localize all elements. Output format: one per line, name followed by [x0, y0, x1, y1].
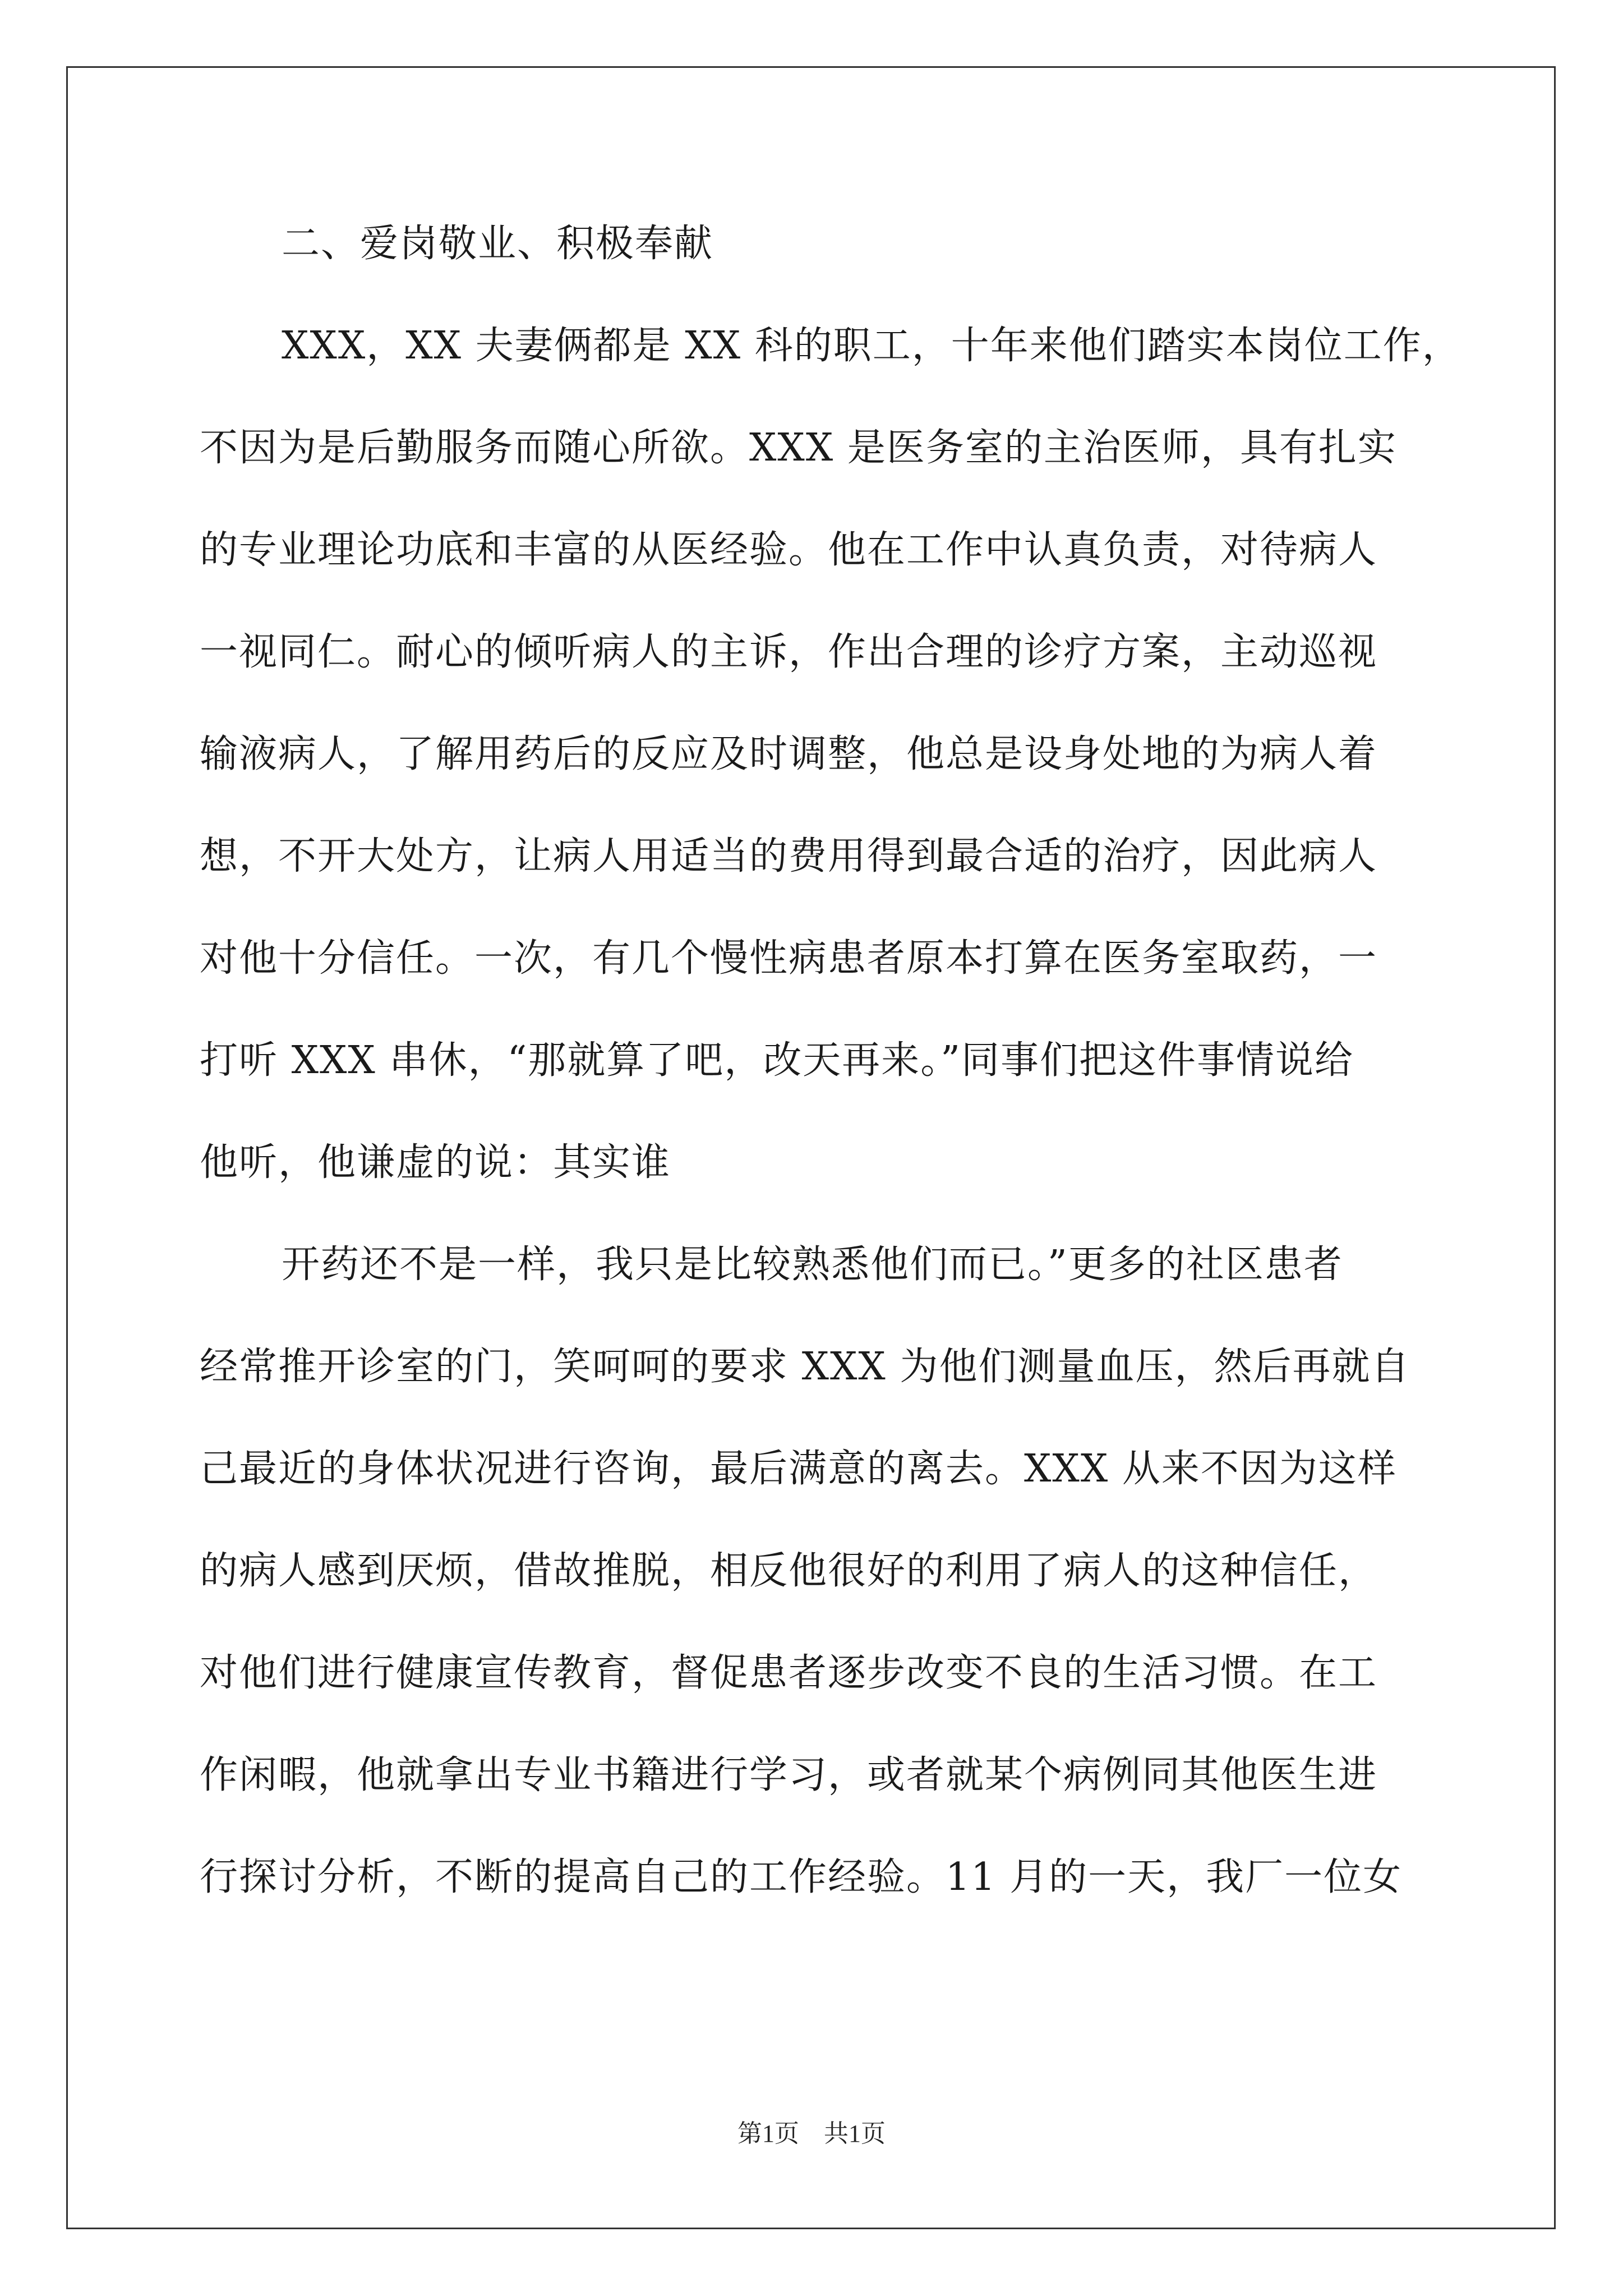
- paragraph-line: XXX，XX 夫妻俩都是 XX 科的职工，十年来他们踏实本岗位工作，: [282, 324, 1461, 368]
- paragraph-line: 开药还不是一样，我只是比较熟悉他们而已。”更多的社区患者: [282, 1243, 1343, 1287]
- paragraph-line: 输液病人，了解用药后的反应及时调整，他总是设身处地的为病人着: [200, 732, 1378, 776]
- paragraph-line: 的专业理论功底和丰富的从医经验。他在工作中认真负责，对待病人: [200, 528, 1378, 572]
- paragraph-line: 对他们进行健康宣传教育，督促患者逐步改变不良的生活习惯。在工: [200, 1651, 1378, 1695]
- paragraph-line: 他听，他谦虚的说：其实谁: [200, 1140, 671, 1185]
- paragraph-line: 一视同仁。耐心的倾听病人的主诉，作出合理的诊疗方案，主动巡视: [200, 630, 1378, 674]
- paragraph-line: 行探讨分析，不断的提高自己的工作经验。11 月的一天，我厂一位女: [200, 1855, 1403, 1899]
- paragraph-line: 经常推开诊室的门，笑呵呵的要求 XXX 为他们测量血压，然后再就自: [200, 1345, 1410, 1389]
- paragraph-line: 的病人感到厌烦，借故推脱，相反他很好的利用了病人的这种信任，: [200, 1549, 1378, 1593]
- paragraph-line: 不因为是后勤服务而随心所欲。XXX 是医务室的主治医师，具有扎实: [200, 426, 1397, 470]
- paragraph-line: 对他十分信任。一次，有几个慢性病患者原本打算在医务室取药，一: [200, 936, 1378, 981]
- paragraph-line: 打听 XXX 串休，“那就算了吧，改天再来。”同事们把这件事情说给: [200, 1038, 1354, 1083]
- paragraph-line: 作闲暇，他就拿出专业书籍进行学习，或者就某个病例同其他医生进: [200, 1753, 1378, 1797]
- section-heading: 二、爱岗敬业、积极奉献: [282, 222, 714, 266]
- page-footer: 第1页 共1页: [737, 2120, 886, 2147]
- paragraph-line: 己最近的身体状况进行咨询，最后满意的离去。XXX 从来不因为这样: [200, 1447, 1397, 1491]
- paragraph-line: 想，不开大处方，让病人用适当的费用得到最合适的治疗，因此病人: [200, 834, 1378, 878]
